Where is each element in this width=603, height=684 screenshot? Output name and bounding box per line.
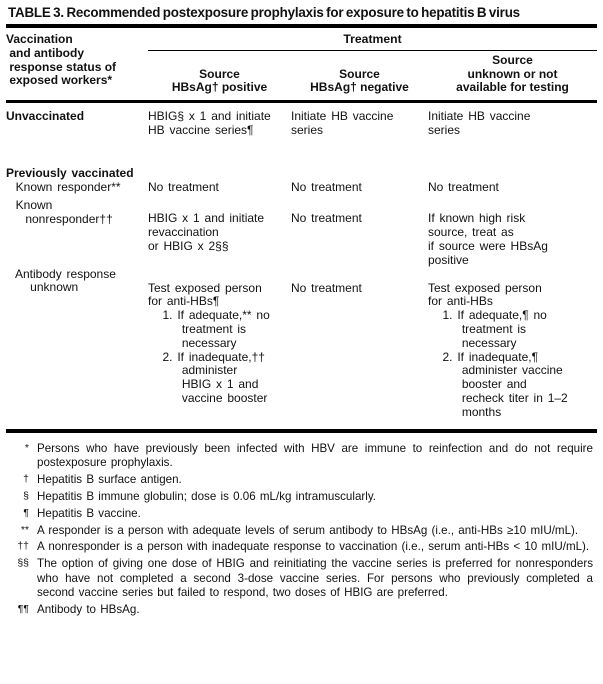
footnote-marker: ¶ bbox=[23, 506, 29, 519]
footnote-marker: †† bbox=[17, 540, 29, 553]
table-title: TABLE 3. Recommended postexposure prophylaxis for exposure to hepatitis B virus bbox=[8, 5, 520, 20]
footnote-text: Antibody to HBsAg. bbox=[37, 603, 140, 617]
cell-hbsag-negative: No treatment bbox=[291, 211, 362, 226]
footnote-marker: † bbox=[23, 472, 29, 485]
footnote-double-pilcrow bbox=[8, 603, 595, 617]
footnote-section-mark bbox=[8, 490, 595, 504]
footnote-asterisk bbox=[8, 442, 595, 471]
column-header-source-unknown: Source unknown or not available for testing bbox=[456, 52, 569, 95]
footnote-marker: §§ bbox=[17, 557, 29, 570]
row-label: Antibody response unknown bbox=[6, 266, 116, 295]
cell-hbsag-positive: HBIG x 1 and initiate revaccination or HBIG x 2§§ bbox=[148, 211, 265, 253]
footnote-marker: ** bbox=[20, 523, 29, 536]
footnote-dagger bbox=[8, 473, 595, 487]
table-row-unvaccinated bbox=[6, 102, 597, 138]
footnote-pilcrow bbox=[8, 507, 595, 521]
table-row-antibody-response-unknown bbox=[6, 268, 597, 431]
cell-source-unknown: Initiate HB vaccine series bbox=[428, 109, 531, 137]
footnote-marker: * bbox=[24, 441, 29, 454]
footnote-double-dagger bbox=[8, 540, 595, 554]
footnote-double-section-mark bbox=[8, 557, 595, 600]
footnote-text: Hepatitis B surface antigen. bbox=[37, 472, 182, 486]
cell-source-unknown: If known high risk source, treat as if source were HBsAg positive bbox=[428, 211, 548, 267]
table-row-previously-vaccinated bbox=[6, 138, 597, 181]
footnote-marker: ¶¶ bbox=[17, 603, 29, 616]
table-header bbox=[6, 28, 597, 102]
row-label: Known responder** bbox=[6, 179, 121, 194]
row-label: Known nonresponder†† bbox=[6, 198, 113, 227]
row-label: Unvaccinated bbox=[6, 109, 85, 124]
cell-hbsag-negative: Initiate HB vaccine series bbox=[291, 109, 394, 137]
footnote-text: A responder is a person with adequate levels of serum antibody to HBsAg (i.e., anti-HBs ≥10 mIU/mL). bbox=[37, 523, 579, 537]
prophylaxis-table bbox=[6, 28, 597, 433]
column-header-source-hbsag-negative: Source HBsAg† negative bbox=[310, 66, 409, 95]
footnote-text: Hepatitis B immune globulin; dose is 0.06 mL/kg intramuscularly. bbox=[37, 489, 376, 503]
cell-hbsag-negative: No treatment bbox=[291, 179, 362, 194]
table-row-known-responder bbox=[6, 181, 597, 195]
footnote-text: A nonresponder is a person with inadequate response to vaccination (i.e., serum anti-HBs < 10 mIU/mL). bbox=[37, 540, 590, 554]
footnote-text: The option of giving one dose of HBIG and reinitiating the vaccine series is preferred for nonresponders who have not completed a second 3-dose vaccine series. For persons who previously completed a second vaccine series but failed to respond, two doses of HBIG are preferred. bbox=[37, 557, 593, 600]
footnote-text: Persons who have previously been infected with HBV are immune to reinfection and do not require postexposure prophylaxis. bbox=[37, 441, 593, 469]
cell-source-unknown: No treatment bbox=[428, 179, 499, 194]
column-header-treatment: Treatment bbox=[148, 28, 597, 50]
cell-hbsag-positive: HBIG§ x 1 and initiate HB vaccine series¶ bbox=[148, 109, 271, 137]
table-body bbox=[6, 102, 597, 431]
footnote-double-asterisk bbox=[8, 524, 595, 538]
footnote-text: Hepatitis B vaccine. bbox=[37, 506, 141, 520]
row-group-label: Previously vaccinated bbox=[6, 165, 134, 180]
cell-hbsag-positive: No treatment bbox=[148, 179, 219, 194]
column-header-source-hbsag-positive: Source HBsAg† positive bbox=[171, 66, 268, 95]
cell-hbsag-negative: No treatment bbox=[291, 280, 362, 295]
column-header-vaccination-status: Vaccination and antibody response status of exposed workers* bbox=[6, 32, 117, 88]
footnotes-section bbox=[6, 433, 597, 618]
footnote-marker: § bbox=[23, 489, 29, 502]
cell-source-unknown: Test exposed person for anti-HBs 1. If adequate,¶ no treatment is necessary 2. If inadequate,¶ administer vaccine booster and recheck titer in 1–2 months bbox=[428, 280, 568, 419]
table-row-known-nonresponder bbox=[6, 194, 597, 267]
cell-hbsag-positive: Test exposed person for anti-HBs¶ 1. If adequate,** no treatment is necessary 2. If inadequate,†† administer HBIG x 1 and vaccine booster bbox=[148, 280, 270, 405]
